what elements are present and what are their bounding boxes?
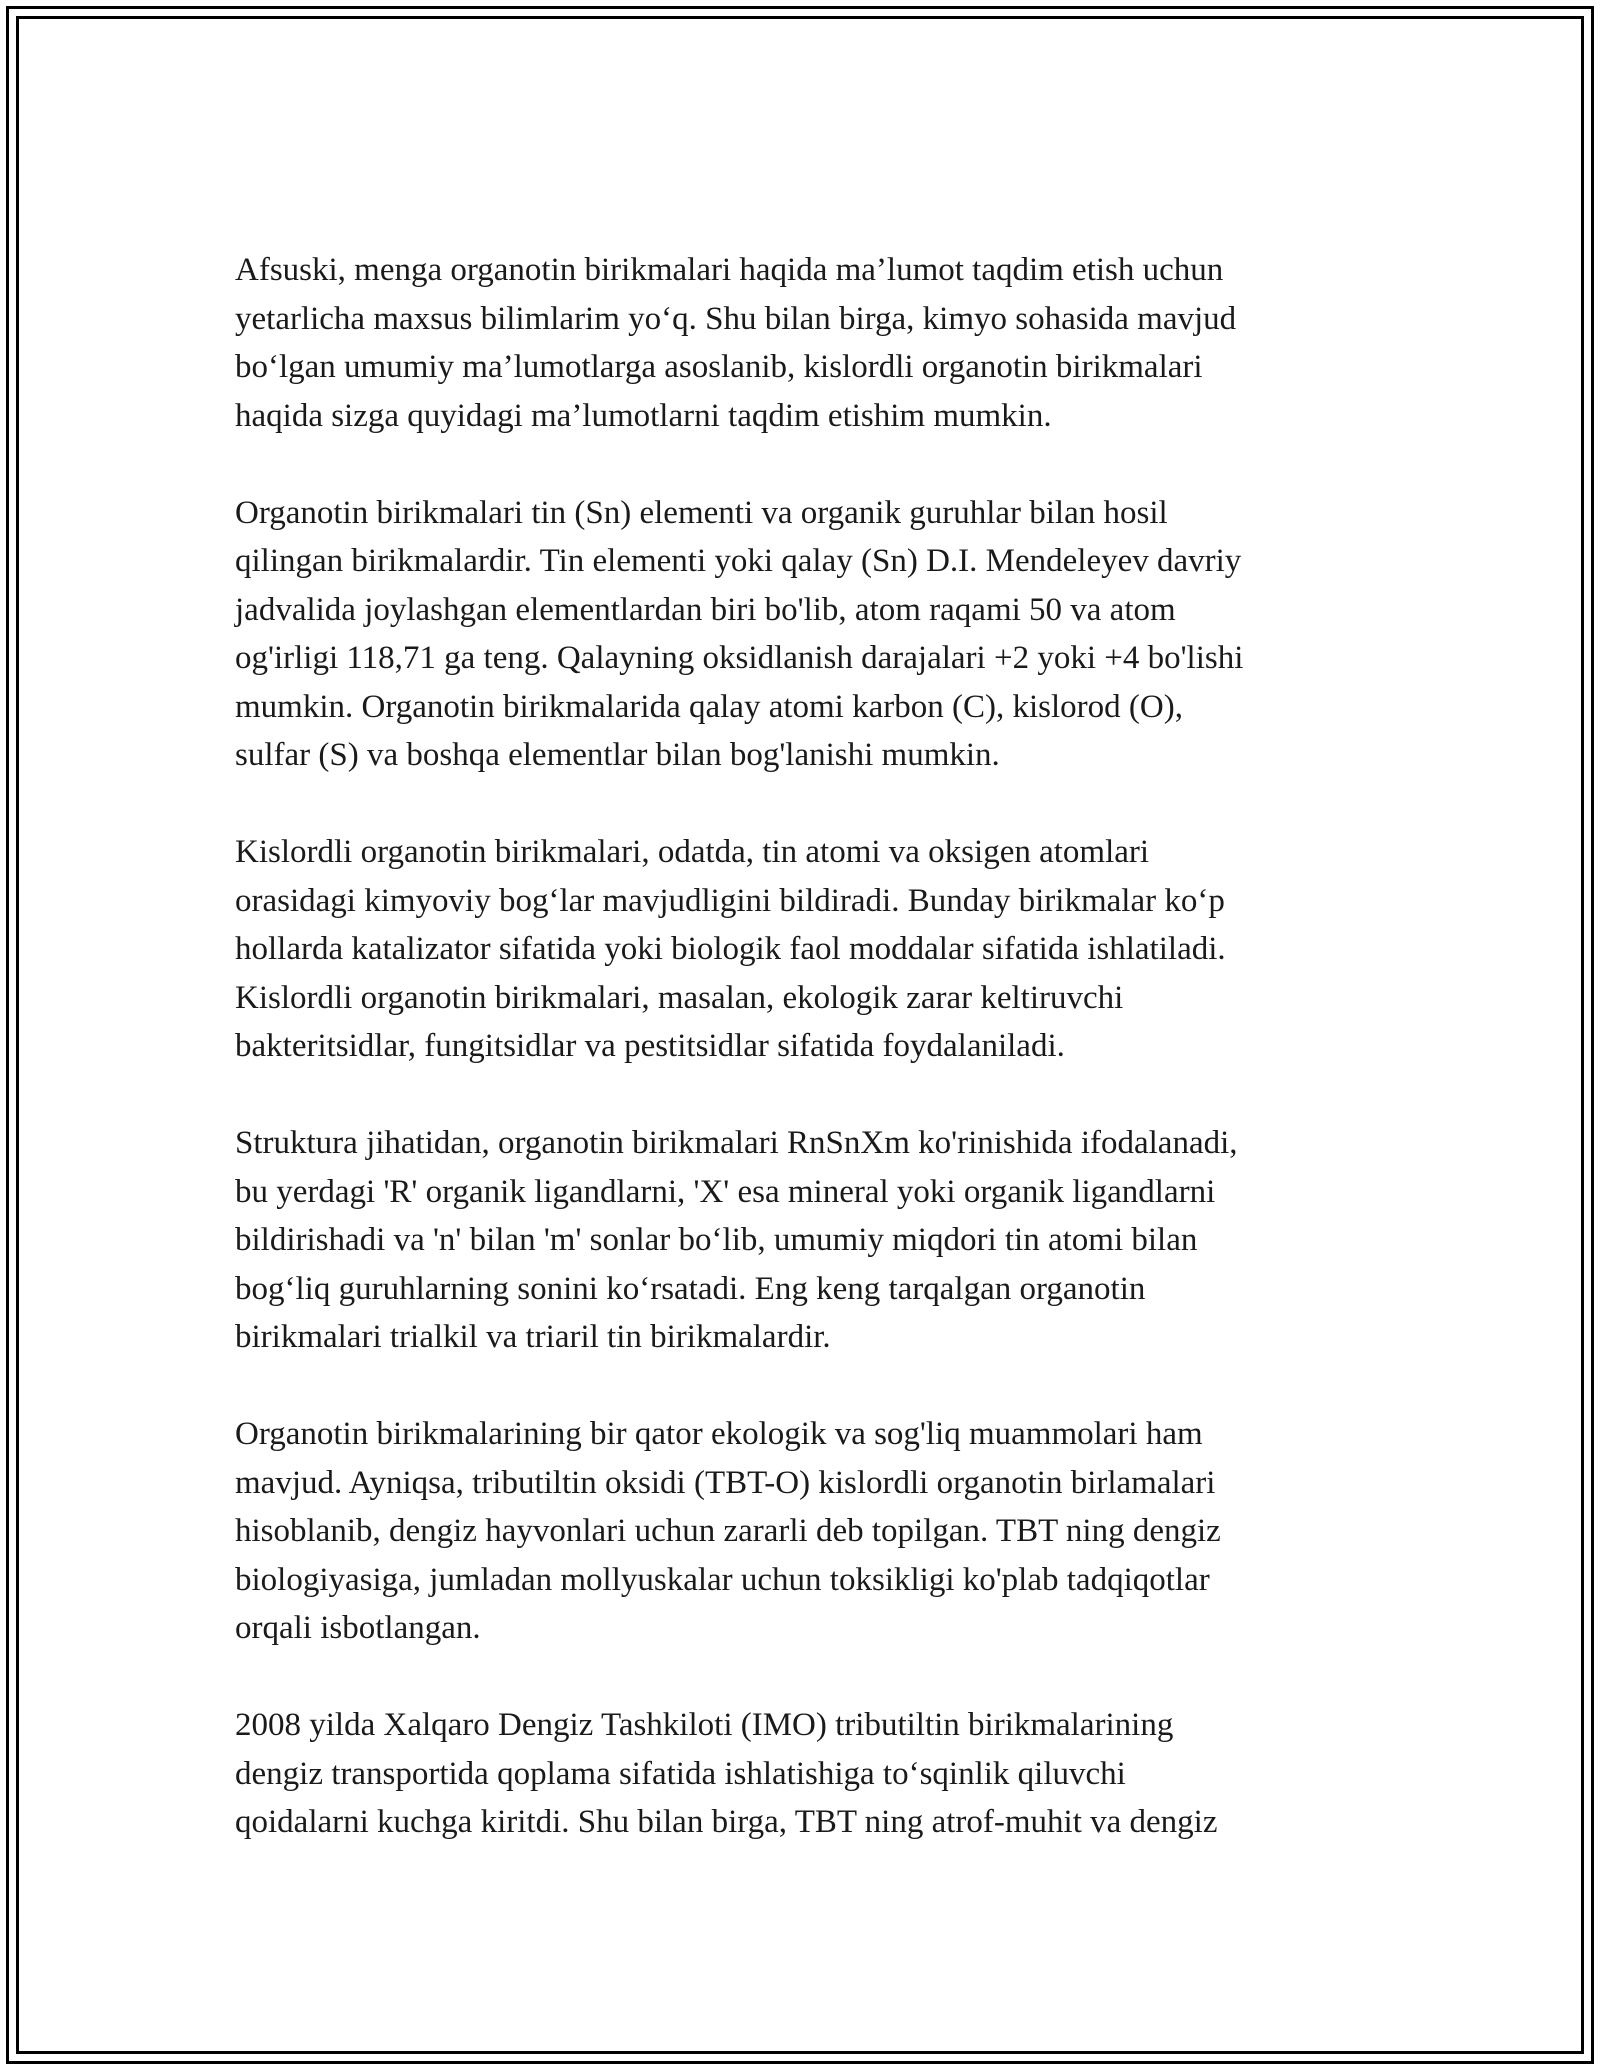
paragraph-oxygen-compounds: Kislordli organotin birikmalari, odatda, tin atomi va oksigen atomlari orasidagi kimyoviy bog‘lar mavjudligini bildiradi. Bunday birikmalar ko‘p hollarda katalizator sifatida yoki biologik faol moddalar sifatida ishlatiladi. Kislordli organotin birikmalari, masalan, ekologik zarar keltiruvchi bakteritsidlar, fungitsidlar va pestitsidlar sifatida foydalaniladi. xyxy=(235,834,1226,1064)
paragraph-intro: Afsuski, menga organotin birikmalari haqida ma’lumot taqdim etish uchun yetarlicha maxsus bilimlarim yo‘q. Shu bilan birga, kimyo sohasida mavjud bo‘lgan umumiy ma’lumotlarga asoslanib, kislordli organotin birikmalari haqida sizga quyidagi ma’lumotlarni taqdim etishim mumkin. xyxy=(235,252,1237,434)
document-body xyxy=(235,246,1375,1895)
paragraph-ecology: Organotin birikmalarining bir qator ekologik va sog'liq muammolari ham mavjud. Ayniqsa, tributiltin oksidi (TBT-O) kislordli organotin birlamalari hisoblanib, dengiz hayvonlari uchun zararli deb topilgan. TBT ning dengiz biologiyasiga, jumladan mollyuskalar uchun toksikligi ko'plab tadqiqotlar orqali isbotlangan. xyxy=(235,1416,1221,1646)
paragraph-organotin-definition: Organotin birikmalari tin (Sn) elementi va organik guruhlar bilan hosil qilingan birikmalardir. Tin elementi yoki qalay (Sn) D.I. Mendeleyev davriy jadvalida joylashgan elementlardan biri bo'lib, atom raqami 50 va atom og'irligi 118,71 ga teng. Qalayning oksidlanish darajalari +2 yoki +4 bo'lishi mumkin. Organotin birikmalarida qalay atomi karbon (C), kislorod (O), sulfar (S) va boshqa elementlar bilan bog'lanishi mumkin. xyxy=(235,494,1244,773)
paragraph-imo-regulation: 2008 yilda Xalqaro Dengiz Tashkiloti (IMO) tributiltin birikmalarining dengiz transportida qoplama sifatida ishlatishiga to‘sqinlik qiluvchi qoidalarni kuchga kiritdi. Shu bilan birga, TBT ning atrof-muhit va dengiz xyxy=(235,1707,1218,1840)
paragraph-structure: Struktura jihatidan, organotin birikmalari RnSnXm ko'rinishida ifodalanadi, bu yerdagi 'R' organik ligandlarni, 'X' esa mineral yoki organik ligandlarni bildirishadi va 'n' bilan 'm' sonlar bo‘lib, umumiy miqdori tin atomi bilan bog‘liq guruhlarning sonini ko‘rsatadi. Eng keng tarqalgan organotin birikmalari trialkil va triaril tin birikmalardir. xyxy=(235,1125,1238,1355)
